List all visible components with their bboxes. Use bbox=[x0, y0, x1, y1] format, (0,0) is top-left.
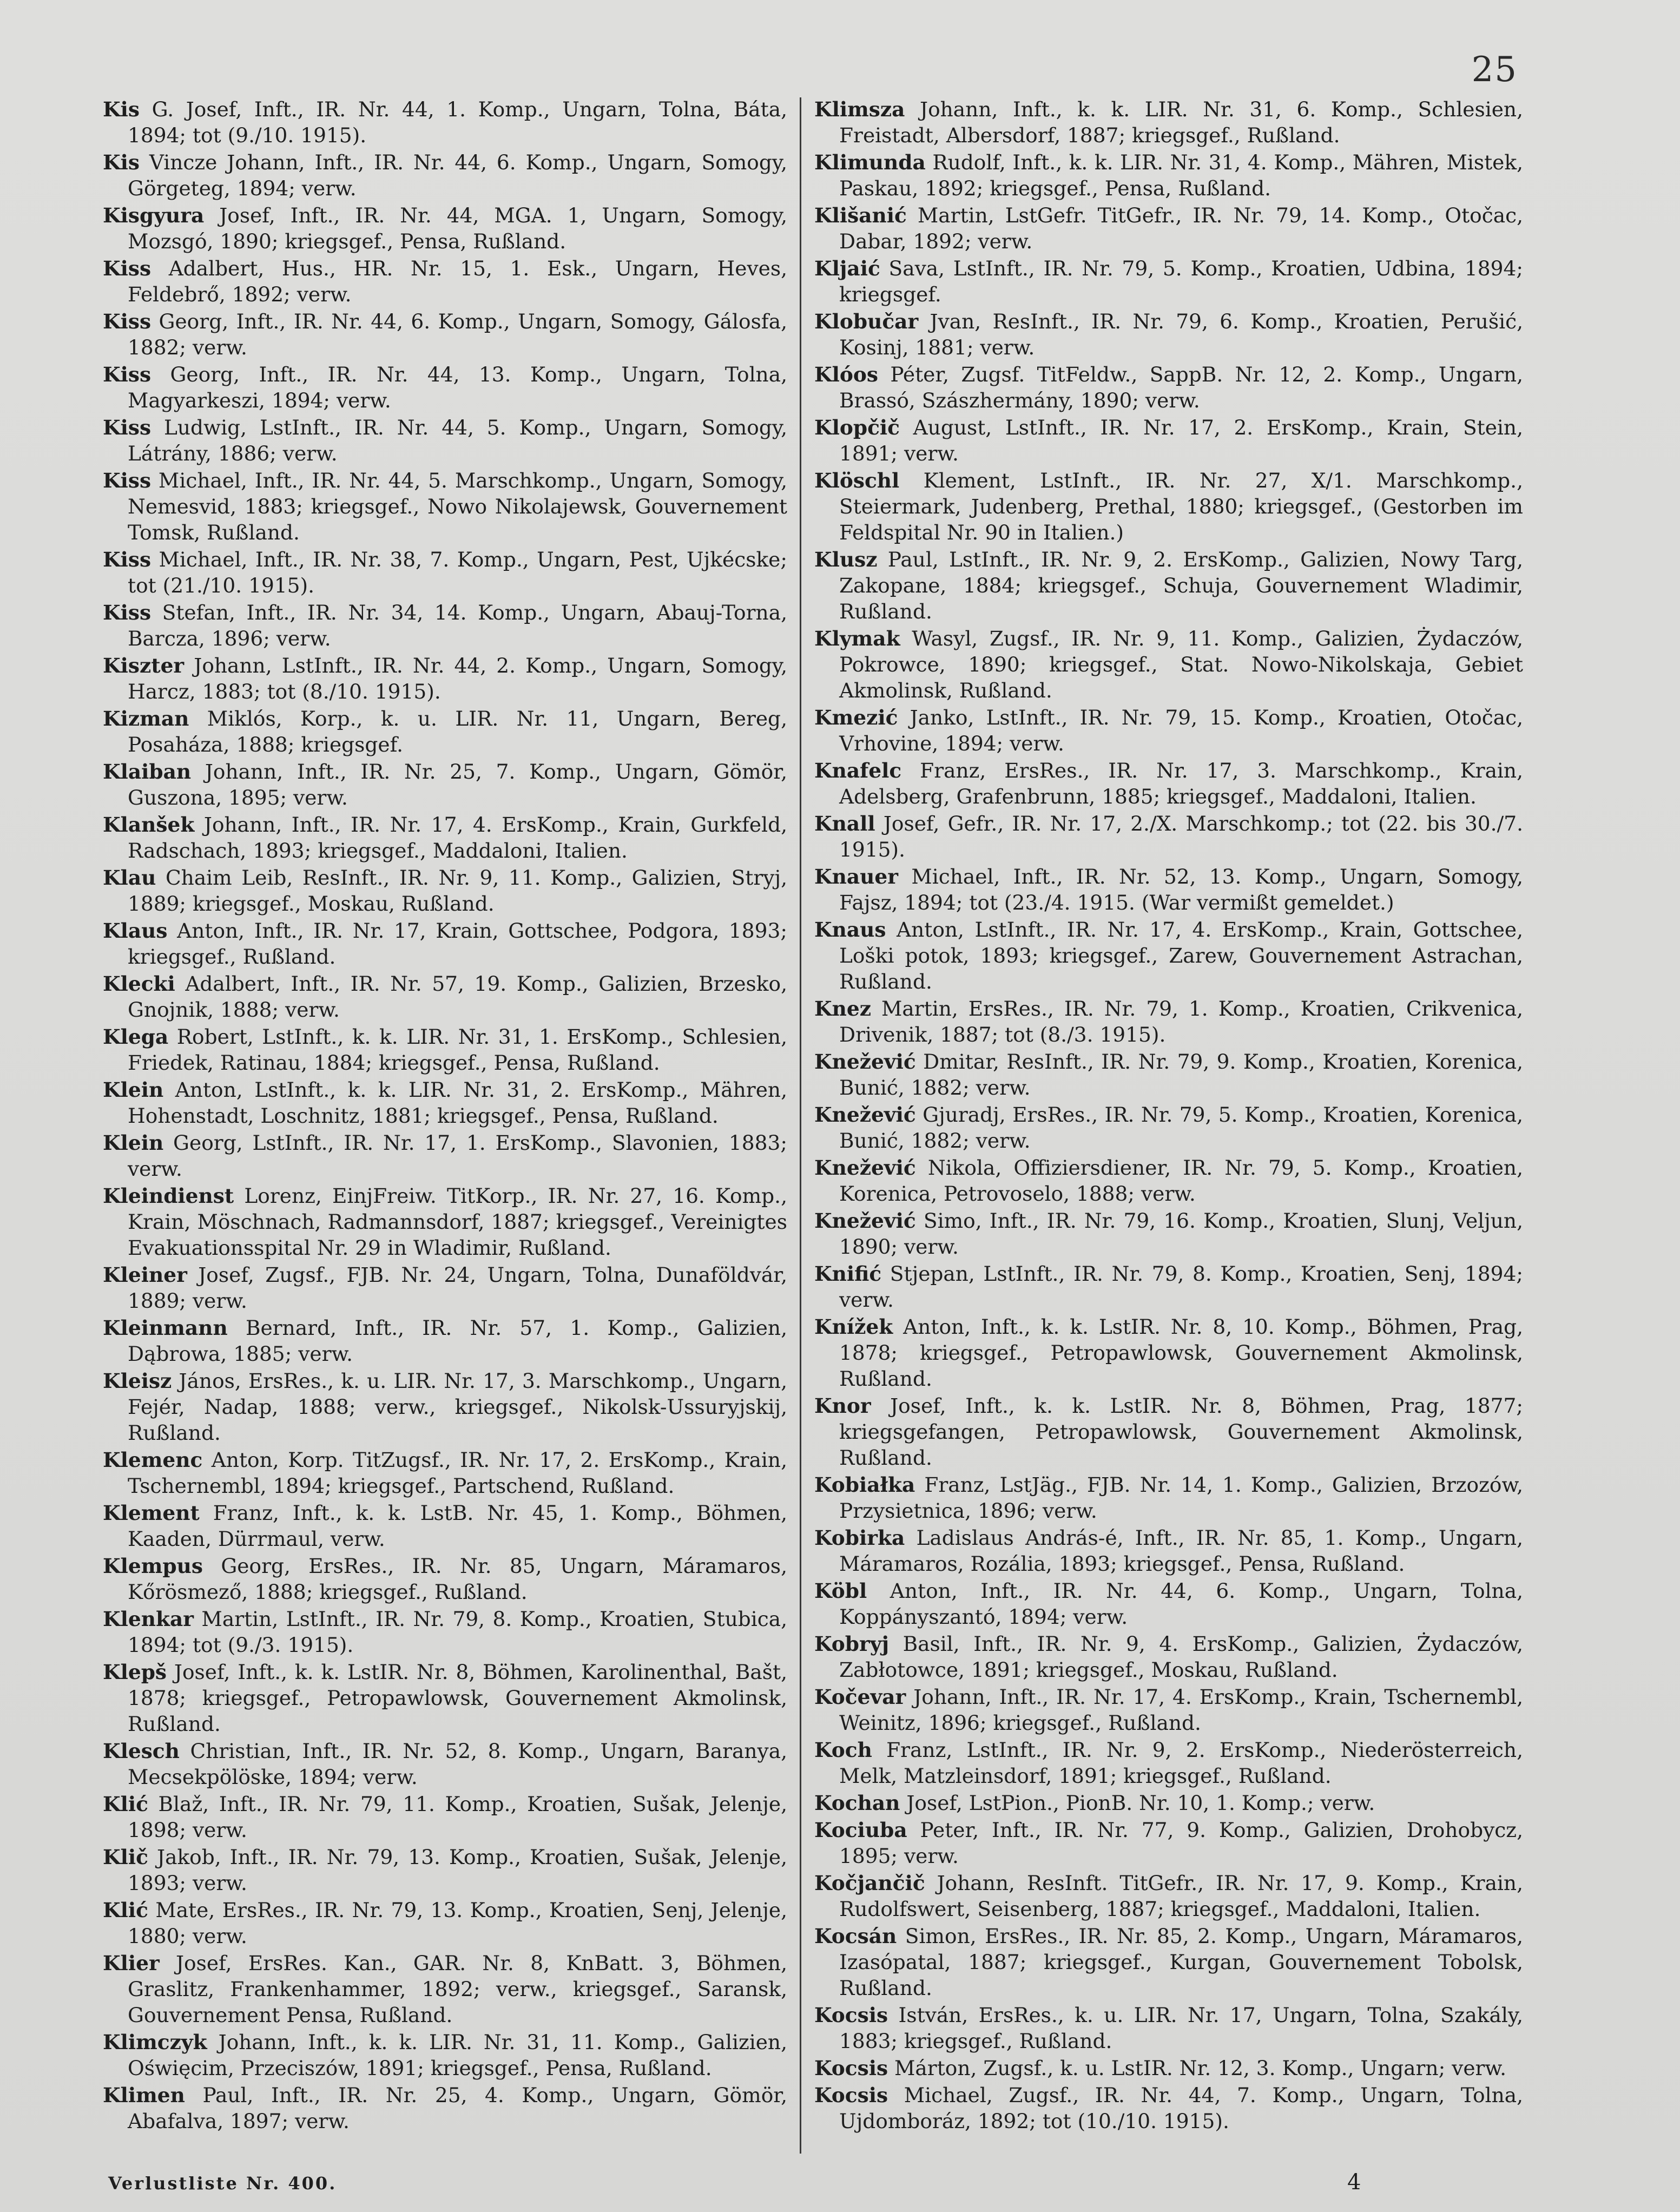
entry-surname: Klier bbox=[103, 1951, 160, 1975]
column-divider bbox=[800, 97, 801, 2154]
entry-surname: Klaus bbox=[103, 919, 168, 943]
entry-details: August, LstInft., IR. Nr. 17, 2. ErsKomp., Krain, Stein, 1891; verw. bbox=[839, 416, 1523, 465]
casualty-entry bbox=[103, 1606, 787, 1658]
entry-surname: Kisgyura bbox=[103, 203, 205, 227]
entry-details: Peter, Inft., IR. Nr. 77, 9. Komp., Galizien, Drohobycz, 1895; verw. bbox=[839, 1818, 1523, 1868]
casualty-entry bbox=[103, 1659, 787, 1737]
entry-details: Martin, LstInft., IR. Nr. 79, 8. Komp., Kroatien, Stubica, 1894; tot (9./3. 1915). bbox=[128, 1607, 787, 1657]
casualty-entry bbox=[814, 255, 1523, 307]
entry-details: Basil, Inft., IR. Nr. 9, 4. ErsKomp., Galizien, Żydaczów, Zabłotowce, 1891; kriegsgef., Moskau, Rußland. bbox=[839, 1632, 1523, 1682]
entry-surname: Klement bbox=[103, 1501, 200, 1525]
entry-surname: Klič bbox=[103, 1845, 148, 1869]
casualty-entry bbox=[814, 2082, 1523, 2134]
casualty-entry bbox=[103, 1738, 787, 1790]
entry-details: Franz, LstInft., IR. Nr. 9, 2. ErsKomp., Niederösterreich, Melk, Matzleinsdorf, 1891; kriegsgef., Rußland. bbox=[839, 1738, 1523, 1788]
entry-surname: Kiss bbox=[103, 601, 151, 624]
casualty-entry bbox=[814, 811, 1523, 863]
entry-details: Simo, Inft., IR. Nr. 79, 16. Komp., Kroatien, Slunj, Veljun, 1890; verw. bbox=[839, 1209, 1523, 1259]
entry-details: Georg, Inft., IR. Nr. 44, 13. Komp., Ungarn, Tolna, Magyarkeszi, 1894; verw. bbox=[128, 363, 787, 412]
casualty-entry bbox=[814, 1578, 1523, 1630]
entry-surname: Klöschl bbox=[814, 469, 900, 492]
entry-surname: Klecki bbox=[103, 972, 175, 996]
entry-details: Stjepan, LstInft., IR. Nr. 79, 8. Komp., Kroatien, Senj, 1894; verw. bbox=[839, 1262, 1523, 1312]
entry-surname: Klimsza bbox=[814, 97, 905, 121]
casualty-entry bbox=[103, 96, 787, 148]
entry-surname: Kleiner bbox=[103, 1263, 187, 1287]
casualty-entry bbox=[103, 1950, 787, 2028]
entry-details: Péter, Zugsf. TitFeldw., SappB. Nr. 12, 2. Komp., Ungarn, Brassó, Szászhermány, 1890; verw. bbox=[839, 363, 1523, 412]
casualty-entry bbox=[103, 1262, 787, 1314]
entry-surname: Kleisz bbox=[103, 1369, 172, 1393]
casualty-entry bbox=[814, 414, 1523, 466]
casualty-entry bbox=[814, 1472, 1523, 1524]
entry-details: Jvan, ResInft., IR. Nr. 79, 6. Komp., Kroatien, Perušić, Kosinj, 1881; verw. bbox=[839, 310, 1523, 359]
casualty-entry bbox=[103, 1130, 787, 1182]
entry-surname: Kočjančič bbox=[814, 1871, 925, 1895]
entry-surname: Kizman bbox=[103, 707, 189, 730]
entry-details: Adalbert, Inft., IR. Nr. 57, 19. Komp., Galizien, Brzesko, Gnojnik, 1888; verw. bbox=[128, 972, 787, 1022]
casualty-entry bbox=[814, 758, 1523, 809]
entry-details: Josef, Inft., k. k. LstIR. Nr. 8, Böhmen, Karolinenthal, Bašt, 1878; kriegsgef., Petropawlowsk, Gouvernement Akmolinsk, Rußland. bbox=[128, 1660, 787, 1736]
casualty-entry bbox=[814, 1631, 1523, 1683]
casualty-entry bbox=[814, 1870, 1523, 1922]
entry-surname: Klesch bbox=[103, 1739, 180, 1763]
entry-details: Christian, Inft., IR. Nr. 52, 8. Komp., Ungarn, Baranya, Mecsekpölöske, 1894; verw. bbox=[128, 1739, 787, 1789]
casualty-entry bbox=[814, 2002, 1523, 2054]
entry-surname: Kociuba bbox=[814, 1818, 907, 1842]
casualty-entry bbox=[103, 600, 787, 651]
entry-details: Mate, ErsRes., IR. Nr. 79, 13. Komp., Kroatien, Senj, Jelenje, 1880; verw. bbox=[128, 1898, 787, 1948]
right-column bbox=[814, 96, 1523, 2135]
entry-surname: Kocsis bbox=[814, 2056, 888, 2080]
entry-details: Johann, Inft., k. k. LIR. Nr. 31, 11. Komp., Galizien, Oświęcim, Przeciszów, 1891; kriegsgef., Pensa, Rußland. bbox=[128, 2030, 787, 2080]
entry-details: Anton, Korp. TitZugsf., IR. Nr. 17, 2. ErsKomp., Krain, Tschernembl, 1894; kriegsgef., Partschend, Rußland. bbox=[128, 1448, 787, 1498]
casualty-entry bbox=[814, 202, 1523, 254]
casualty-entry bbox=[103, 414, 787, 466]
entry-surname: Klopčič bbox=[814, 416, 900, 439]
casualty-entry bbox=[103, 2082, 787, 2134]
entry-details: Stefan, Inft., IR. Nr. 34, 14. Komp., Ungarn, Abauj-Torna, Barcza, 1896; verw. bbox=[128, 601, 787, 650]
entry-surname: Köbl bbox=[814, 1579, 867, 1603]
entry-details: Paul, Inft., IR. Nr. 25, 4. Komp., Ungarn, Gömör, Abafalva, 1897; verw. bbox=[128, 2083, 787, 2133]
casualty-entry bbox=[814, 1314, 1523, 1392]
entry-details: Georg, Inft., IR. Nr. 44, 6. Komp., Ungarn, Somogy, Gálosfa, 1882; verw. bbox=[128, 310, 787, 359]
casualty-entry bbox=[103, 1024, 787, 1076]
entry-details: Michael, Inft., IR. Nr. 52, 13. Komp., Ungarn, Somogy, Fajsz, 1894; tot (23./4. 1915. (War vermißt gemeldet.) bbox=[839, 865, 1523, 914]
entry-surname: Knežević bbox=[814, 1103, 916, 1127]
entry-surname: Klanšek bbox=[103, 813, 195, 837]
casualty-entry bbox=[814, 96, 1523, 148]
casualty-entry bbox=[103, 1077, 787, 1129]
casualty-entry bbox=[814, 1737, 1523, 1789]
entry-details: Blaž, Inft., IR. Nr. 79, 11. Komp., Kroatien, Sušak, Jelenje, 1898; verw. bbox=[128, 1792, 787, 1842]
entry-details: G. Josef, Inft., IR. Nr. 44, 1. Komp., Ungarn, Tolna, Báta, 1894; tot (9./10. 1915). bbox=[128, 97, 787, 147]
entry-surname: Knežević bbox=[814, 1050, 916, 1074]
entry-details: Josef, Inft., IR. Nr. 44, MGA. 1, Ungarn, Somogy, Mozsgó, 1890; kriegsgef., Pensa, Rußland. bbox=[128, 203, 787, 253]
casualty-entry bbox=[814, 917, 1523, 995]
entry-details: Johann, Inft., k. k. LIR. Nr. 31, 6. Komp., Schlesien, Freistadt, Albersdorf, 1887; kriegsgef., Rußland. bbox=[839, 97, 1523, 147]
entry-surname: Kiss bbox=[103, 469, 151, 492]
entry-details: Márton, Zugsf., k. u. LstIR. Nr. 12, 3. Komp., Ungarn; verw. bbox=[888, 2056, 1507, 2080]
entry-surname: Kobryj bbox=[814, 1632, 890, 1656]
entry-details: Josef, LstPion., PionB. Nr. 10, 1. Komp.; verw. bbox=[900, 1791, 1375, 1815]
casualty-entry bbox=[814, 1525, 1523, 1577]
entry-surname: Knor bbox=[814, 1394, 871, 1418]
entry-surname: Kočevar bbox=[814, 1685, 906, 1709]
entry-surname: Klymak bbox=[814, 627, 900, 650]
entry-surname: Klimunda bbox=[814, 150, 926, 174]
entry-details: Josef, Inft., k. k. LstIR. Nr. 8, Böhmen, Prag, 1877; kriegsgefangen, Petropawlowsk, Gouvernement Akmolinsk, Rußland. bbox=[839, 1394, 1523, 1470]
entry-surname: Klimczyk bbox=[103, 2030, 207, 2054]
entry-surname: Kmezić bbox=[814, 706, 898, 729]
casualty-entry bbox=[814, 1049, 1523, 1101]
entry-details: Josef, ErsRes. Kan., GAR. Nr. 8, KnBatt. 3, Böhmen, Graslitz, Frankenhammer, 1892; verw., kriegsgef., Saransk, Gouvernement Pensa, Rußland. bbox=[128, 1951, 787, 2027]
entry-details: Josef, Zugsf., FJB. Nr. 24, Ungarn, Tolna, Dunaföldvár, 1889; verw. bbox=[128, 1263, 787, 1313]
casualty-entry bbox=[814, 705, 1523, 756]
entry-details: Johann, ResInft. TitGefr., IR. Nr. 17, 9. Komp., Krain, Rudolfswert, Seisenberg, 1887; kriegsgef., Maddaloni, Italien. bbox=[839, 1871, 1523, 1921]
casualty-entry bbox=[103, 1791, 787, 1843]
casualty-entry bbox=[103, 202, 787, 254]
entry-surname: Klega bbox=[103, 1025, 169, 1049]
entry-details: Johann, LstInft., IR. Nr. 44, 2. Komp., Ungarn, Somogy, Harcz, 1883; tot (8./10. 1915). bbox=[128, 654, 787, 703]
entry-surname: Klein bbox=[103, 1078, 164, 1102]
entry-surname: Koch bbox=[814, 1738, 872, 1762]
casualty-entry bbox=[103, 547, 787, 598]
entry-details: Jakob, Inft., IR. Nr. 79, 13. Komp., Kroatien, Sušak, Jelenje, 1893; verw. bbox=[128, 1845, 787, 1895]
entry-surname: Klusz bbox=[814, 548, 878, 571]
entry-surname: Kiss bbox=[103, 363, 151, 386]
casualty-entry bbox=[103, 918, 787, 970]
casualty-entry bbox=[814, 1102, 1523, 1154]
casualty-entry bbox=[814, 1155, 1523, 1207]
entry-surname: Kljaić bbox=[814, 256, 880, 280]
entry-details: Martin, LstGefr. TitGefr., IR. Nr. 79, 14. Komp., Otočac, Dabar, 1892; verw. bbox=[839, 203, 1523, 253]
entry-surname: Klóos bbox=[814, 363, 878, 386]
entry-surname: Kiss bbox=[103, 416, 151, 439]
entry-details: Janko, LstInft., IR. Nr. 79, 15. Komp., Kroatien, Otočac, Vrhovine, 1894; verw. bbox=[839, 706, 1523, 755]
casualty-entry bbox=[103, 1368, 787, 1446]
entry-details: Simon, ErsRes., IR. Nr. 85, 2. Komp., Ungarn, Máramaros, Izasópatal, 1887; kriegsgef., Kurgan, Gouvernement Tobolsk, Rußland. bbox=[839, 1924, 1523, 2000]
entry-details: Rudolf, Inft., k. k. LIR. Nr. 31, 4. Komp., Mähren, Mistek, Paskau, 1892; kriegsgef., Pensa, Rußland. bbox=[839, 150, 1523, 200]
entry-details: Anton, Inft., IR. Nr. 44, 6. Komp., Ungarn, Tolna, Koppányszantó, 1894; verw. bbox=[839, 1579, 1523, 1629]
entry-details: Ladislaus András-é, Inft., IR. Nr. 85, 1. Komp., Ungarn, Máramaros, Rozália, 1893; kriegsgef., Pensa, Rußland. bbox=[839, 1526, 1523, 1576]
entry-surname: Kiss bbox=[103, 310, 151, 333]
casualty-entry bbox=[103, 1897, 787, 1949]
casualty-entry bbox=[814, 1393, 1523, 1471]
entry-details: Michael, Zugsf., IR. Nr. 44, 7. Komp., Ungarn, Tolna, Ujdomboráz, 1892; tot (10./10. 1915). bbox=[839, 2083, 1523, 2133]
entry-details: Chaim Leib, ResInft., IR. Nr. 9, 11. Komp., Galizien, Stryj, 1889; kriegsgef., Moskau, Rußland. bbox=[128, 866, 787, 916]
entry-surname: Knežević bbox=[814, 1209, 916, 1233]
entry-surname: Knifić bbox=[814, 1262, 882, 1286]
entry-details: Franz, LstJäg., FJB. Nr. 14, 1. Komp., Galizien, Brzozów, Przysietnica, 1896; verw. bbox=[839, 1473, 1523, 1523]
entry-surname: Kiss bbox=[103, 256, 151, 280]
casualty-entry bbox=[103, 361, 787, 413]
casualty-entry bbox=[103, 2029, 787, 2081]
casualty-entry bbox=[103, 468, 787, 545]
entry-surname: Kocsán bbox=[814, 1924, 897, 1948]
entry-surname: Kiss bbox=[103, 548, 151, 571]
entry-details: Johann, Inft., IR. Nr. 17, 4. ErsKomp., Krain, Gurkfeld, Radschach, 1893; kriegsgef., Maddaloni, Italien. bbox=[128, 813, 787, 863]
entry-details: István, ErsRes., k. u. LIR. Nr. 17, Ungarn, Tolna, Szakály, 1883; kriegsgef., Rußland. bbox=[839, 2003, 1523, 2053]
entry-details: Vincze Johann, Inft., IR. Nr. 44, 6. Komp., Ungarn, Somogy, Görgeteg, 1894; verw. bbox=[128, 150, 787, 200]
casualty-entry bbox=[103, 759, 787, 811]
entry-surname: Knafelc bbox=[814, 759, 902, 782]
entry-surname: Klišanić bbox=[814, 203, 907, 227]
entry-surname: Klenkar bbox=[103, 1607, 194, 1631]
footer-list-number: Verlustliste Nr. 400. bbox=[108, 2173, 337, 2194]
entry-details: Martin, ErsRes., IR. Nr. 79, 1. Komp., Kroatien, Crikvenica, Drivenik, 1887; tot (8./3. 1915). bbox=[839, 997, 1523, 1046]
entry-surname: Kiszter bbox=[103, 654, 185, 677]
casualty-entry bbox=[814, 996, 1523, 1048]
entry-surname: Knauer bbox=[814, 865, 899, 888]
casualty-entry bbox=[103, 255, 787, 307]
entry-surname: Knall bbox=[814, 812, 875, 835]
casualty-entry bbox=[103, 1553, 787, 1605]
entry-surname: Kis bbox=[103, 97, 140, 121]
entry-surname: Kleindienst bbox=[103, 1184, 234, 1208]
entry-details: Michael, Inft., IR. Nr. 44, 5. Marschkomp., Ungarn, Somogy, Nemesvid, 1883; kriegsgef., Nowo Nikolajewsk, Gouvernement Tomsk, Rußland. bbox=[128, 469, 787, 544]
entry-surname: Kocsis bbox=[814, 2083, 888, 2107]
entry-details: Dmitar, ResInft., IR. Nr. 79, 9. Komp., Kroatien, Korenica, Bunić, 1882; verw. bbox=[839, 1050, 1523, 1100]
entry-details: Josef, Gefr., IR. Nr. 17, 2./X. Marschkomp.; tot (22. bis 30./7. 1915). bbox=[839, 812, 1523, 861]
entry-surname: Knaus bbox=[814, 918, 886, 942]
entry-surname: Klepš bbox=[103, 1660, 167, 1684]
casualty-entry bbox=[814, 2055, 1523, 2081]
entry-details: Anton, Inft., IR. Nr. 17, Krain, Gottschee, Podgora, 1893; kriegsgef., Rußland. bbox=[128, 919, 787, 969]
casualty-entry bbox=[103, 1183, 787, 1261]
casualty-entry bbox=[103, 308, 787, 360]
entry-details: Wasyl, Zugsf., IR. Nr. 9, 11. Komp., Galizien, Żydaczów, Pokrowce, 1890; kriegsgef., Stat. Nowo-Nikolskaja, Gebiet Akmolinsk, Rußland. bbox=[839, 627, 1523, 702]
casualty-entry bbox=[814, 1923, 1523, 2001]
casualty-entry bbox=[814, 149, 1523, 201]
casualty-entry bbox=[814, 468, 1523, 545]
entry-details: Bernard, Inft., IR. Nr. 57, 1. Komp., Galizien, Dąbrowa, 1885; verw. bbox=[128, 1316, 787, 1366]
casualty-entry bbox=[103, 971, 787, 1023]
entry-details: Klement, LstInft., IR. Nr. 27, X/1. Marschkomp., Steiermark, Judenberg, Prethal, 1880; kriegsgef., (Gestorben im Feldspital Nr. 90 in Italien.) bbox=[839, 469, 1523, 544]
entry-surname: Klemenc bbox=[103, 1448, 203, 1472]
left-column bbox=[103, 96, 787, 2135]
casualty-entry bbox=[103, 149, 787, 201]
page-number: 25 bbox=[1471, 50, 1518, 90]
entry-details: Franz, ErsRes., IR. Nr. 17, 3. Marschkomp., Krain, Adelsberg, Grafenbrunn, 1885; kriegsgef., Maddaloni, Italien. bbox=[839, 759, 1523, 808]
entry-surname: Klimen bbox=[103, 2083, 185, 2107]
casualty-entry bbox=[814, 1208, 1523, 1260]
entry-surname: Klobučar bbox=[814, 310, 919, 333]
casualty-entry bbox=[103, 1447, 787, 1499]
entry-surname: Klempus bbox=[103, 1554, 203, 1578]
entry-surname: Klein bbox=[103, 1131, 164, 1155]
entry-surname: Knížek bbox=[814, 1315, 893, 1339]
casualty-entry bbox=[814, 1261, 1523, 1313]
entry-details: Anton, Inft., k. k. LstIR. Nr. 8, 10. Komp., Böhmen, Prag, 1878; kriegsgef., Petropawlowsk, Gouvernement Akmolinsk, Rußland. bbox=[839, 1315, 1523, 1391]
entry-details: Georg, LstInft., IR. Nr. 17, 1. ErsKomp., Slavonien, 1883; verw. bbox=[128, 1131, 787, 1181]
entry-surname: Kleinmann bbox=[103, 1316, 228, 1340]
entry-details: Anton, LstInft., k. k. LIR. Nr. 31, 2. ErsKomp., Mähren, Hohenstadt, Loschnitz, 1881; kriegsgef., Pensa, Rußland. bbox=[128, 1078, 787, 1128]
entry-details: Johann, Inft., IR. Nr. 17, 4. ErsKomp., Krain, Tschernembl, Weinitz, 1896; kriegsgef., Rußland. bbox=[839, 1685, 1523, 1735]
entry-details: Michael, Inft., IR. Nr. 38, 7. Komp., Ungarn, Pest, Ujkécske; tot (21./10. 1915). bbox=[128, 548, 787, 597]
entry-surname: Klau bbox=[103, 866, 156, 890]
entry-details: Adalbert, Hus., HR. Nr. 15, 1. Esk., Ungarn, Heves, Feldebrő, 1892; verw. bbox=[128, 256, 787, 306]
casualty-entry bbox=[814, 1790, 1523, 1816]
casualty-entry bbox=[814, 308, 1523, 360]
entry-surname: Kocsis bbox=[814, 2003, 888, 2027]
entry-surname: Klić bbox=[103, 1898, 148, 1922]
casualty-entry bbox=[814, 361, 1523, 413]
entry-details: Lorenz, EinjFreiw. TitKorp., IR. Nr. 27, 16. Komp., Krain, Möschnach, Radmannsdorf, 1887; kriegsgef., Vereinigtes Evakuationsspital Nr. 29 in Wladimir, Rußland. bbox=[128, 1184, 787, 1260]
entry-surname: Kis bbox=[103, 150, 140, 174]
entry-details: Paul, LstInft., IR. Nr. 9, 2. ErsKomp., Galizien, Nowy Targ, Zakopane, 1884; kriegsgef., Schuja, Gouvernement Wladimir, Rußland. bbox=[839, 548, 1523, 623]
entry-surname: Kobiałka bbox=[814, 1473, 915, 1497]
casualty-entry bbox=[814, 547, 1523, 624]
casualty-entry bbox=[814, 626, 1523, 703]
entry-details: Nikola, Offiziersdiener, IR. Nr. 79, 5. Komp., Kroatien, Korenica, Petrovoselo, 1888; verw. bbox=[839, 1156, 1523, 1206]
casualty-entry bbox=[103, 1315, 787, 1367]
entry-surname: Klaiban bbox=[103, 760, 192, 784]
entry-details: Gjuradj, ErsRes., IR. Nr. 79, 5. Komp., Kroatien, Korenica, Bunić, 1882; verw. bbox=[839, 1103, 1523, 1153]
entry-details: Robert, LstInft., k. k. LIR. Nr. 31, 1. ErsKomp., Schlesien, Friedek, Ratinau, 1884; kriegsgef., Pensa, Rußland. bbox=[128, 1025, 787, 1075]
entry-surname: Knez bbox=[814, 997, 872, 1021]
entry-details: Georg, ErsRes., IR. Nr. 85, Ungarn, Máramaros, Kőrösmező, 1888; kriegsgef., Rußland. bbox=[128, 1554, 787, 1604]
casualty-entry bbox=[103, 865, 787, 917]
casualty-entry bbox=[103, 653, 787, 705]
casualty-entry bbox=[103, 706, 787, 758]
casualty-entry bbox=[103, 1500, 787, 1552]
entry-surname: Klić bbox=[103, 1792, 148, 1816]
entry-surname: Knežević bbox=[814, 1156, 916, 1180]
entry-details: Franz, Inft., k. k. LstB. Nr. 45, 1. Komp., Böhmen, Kaaden, Dürrmaul, verw. bbox=[128, 1501, 787, 1551]
casualty-entry bbox=[103, 1844, 787, 1896]
entry-details: Sava, LstInft., IR. Nr. 79, 5. Komp., Kroatien, Udbina, 1894; kriegsgef. bbox=[839, 256, 1523, 306]
casualty-entry bbox=[814, 1817, 1523, 1869]
casualty-entry bbox=[814, 1684, 1523, 1736]
casualty-entry bbox=[103, 812, 787, 864]
entry-details: Johann, Inft., IR. Nr. 25, 7. Komp., Ungarn, Gömör, Guszona, 1895; verw. bbox=[128, 760, 787, 809]
entry-details: Miklós, Korp., k. u. LIR. Nr. 11, Ungarn, Bereg, Posaháza, 1888; kriegsgef. bbox=[128, 707, 787, 756]
entry-surname: Kochan bbox=[814, 1791, 900, 1815]
entry-details: Ludwig, LstInft., IR. Nr. 44, 5. Komp., Ungarn, Somogy, Látrány, 1886; verw. bbox=[128, 416, 787, 465]
entry-details: Anton, LstInft., IR. Nr. 17, 4. ErsKomp., Krain, Gottschee, Loški potok, 1893; kriegsgef., Zarew, Gouvernement Astrachan, Rußland. bbox=[839, 918, 1523, 993]
entry-surname: Kobirka bbox=[814, 1526, 905, 1550]
footer-signature-mark: 4 bbox=[1347, 2170, 1361, 2195]
entry-details: János, ErsRes., k. u. LIR. Nr. 17, 3. Marschkomp., Ungarn, Fejér, Nadap, 1888; verw., kriegsgef., Nikolsk-Ussuryjskij, Rußland. bbox=[128, 1369, 787, 1445]
casualty-entry bbox=[814, 864, 1523, 916]
